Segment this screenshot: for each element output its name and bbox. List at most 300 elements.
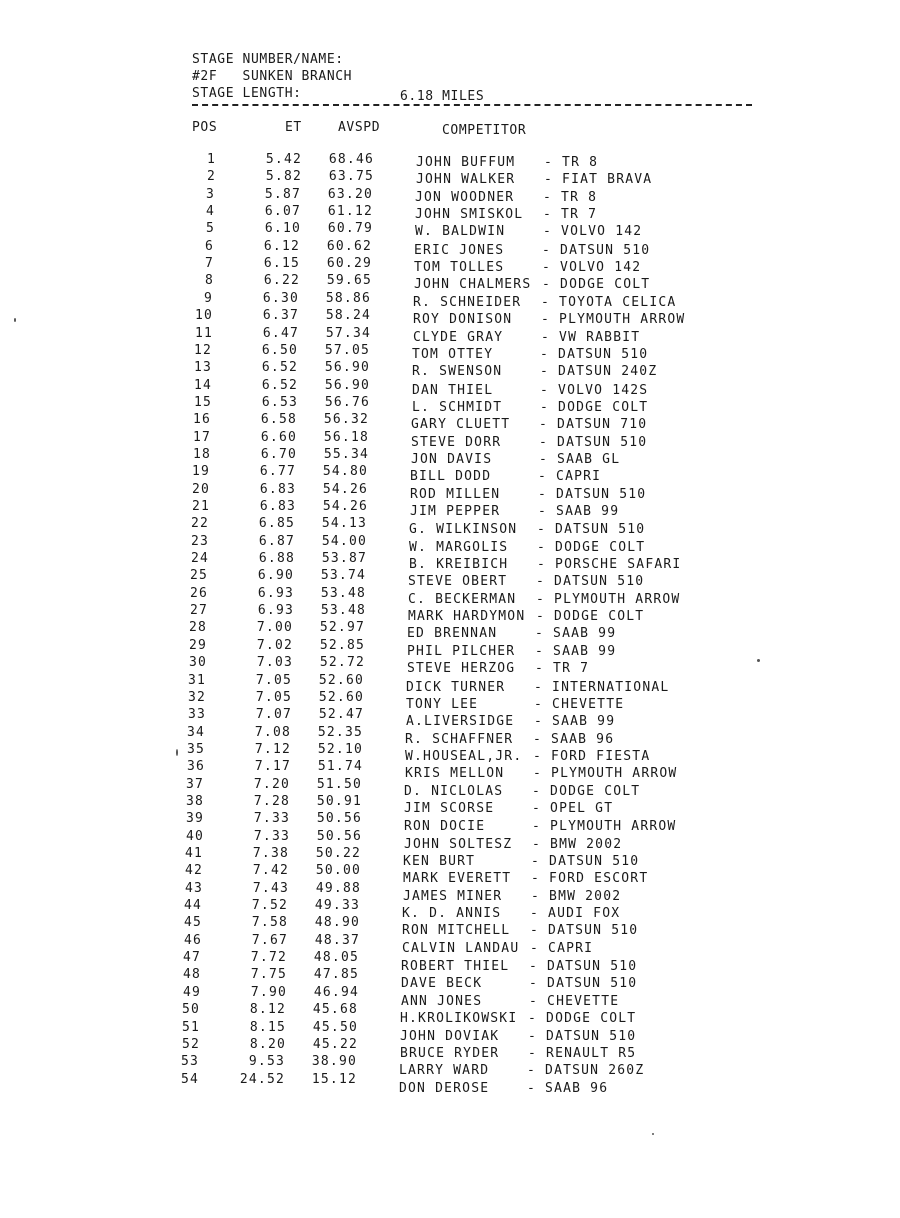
result-competitor: TOM OTTEY xyxy=(412,347,494,362)
result-row xyxy=(171,950,880,974)
result-car: - INTERNATIONAL xyxy=(534,680,670,695)
result-car: - DATSUN 510 xyxy=(530,923,639,938)
result-et: 8.12 xyxy=(249,1002,286,1017)
result-et: 6.85 xyxy=(258,516,295,531)
result-row xyxy=(180,464,880,484)
result-pos: 7 xyxy=(204,256,214,271)
result-row xyxy=(172,933,880,956)
col-header-pos: POS xyxy=(192,120,218,135)
result-avspd: 52.10 xyxy=(317,742,363,757)
result-avspd: 55.34 xyxy=(323,447,369,462)
result-avspd: 46.94 xyxy=(313,985,359,1000)
result-car: - DODGE COLT xyxy=(536,609,645,624)
result-competitor: DAN THIEL xyxy=(412,383,494,398)
result-row xyxy=(182,395,880,415)
result-competitor: PHIL PILCHER xyxy=(407,644,516,659)
result-car: - DATSUN 510 xyxy=(542,243,651,258)
result-row xyxy=(171,985,880,1009)
scan-speck xyxy=(176,749,178,756)
result-et: 6.50 xyxy=(261,343,298,358)
result-row xyxy=(173,881,880,904)
result-et: 7.75 xyxy=(250,967,287,982)
result-competitor: KRIS MELLON xyxy=(405,766,505,781)
result-avspd: 54.80 xyxy=(322,464,368,479)
result-pos: 35 xyxy=(186,742,205,757)
result-car: - FIAT BRAVA xyxy=(544,172,653,187)
result-pos: 49 xyxy=(182,985,201,1000)
result-row xyxy=(176,690,880,712)
result-competitor: JOHN DOVIAK xyxy=(400,1029,500,1044)
result-pos: 25 xyxy=(189,568,208,583)
result-row xyxy=(172,915,880,938)
result-competitor: ROY DONISON xyxy=(413,312,513,327)
result-et: 7.90 xyxy=(250,985,287,1000)
result-row xyxy=(169,1072,880,1096)
result-row xyxy=(184,239,880,256)
result-avspd: 48.37 xyxy=(314,933,360,948)
result-row xyxy=(185,221,880,238)
result-car: - DODGE COLT xyxy=(540,400,649,415)
result-car: - SAAB 99 xyxy=(538,504,620,519)
result-et: 6.60 xyxy=(260,430,297,445)
result-pos: 5 xyxy=(205,221,215,236)
result-et: 6.93 xyxy=(257,586,294,601)
result-et: 6.83 xyxy=(259,482,296,497)
result-row xyxy=(172,898,880,921)
stage-name: #2F SUNKEN BRANCH xyxy=(192,69,353,84)
result-pos: 18 xyxy=(192,447,211,462)
result-pos: 24 xyxy=(190,551,209,566)
result-car: - DATSUN 510 xyxy=(537,522,646,537)
result-et: 6.52 xyxy=(261,378,298,393)
result-competitor: ROD MILLEN xyxy=(410,487,501,502)
result-avspd: 48.90 xyxy=(314,915,360,930)
result-car: - DATSUN 260Z xyxy=(527,1063,645,1078)
result-car: - CHEVETTE xyxy=(534,697,625,712)
result-pos: 20 xyxy=(191,482,210,497)
result-car: - PORSCHE SAFARI xyxy=(537,557,682,572)
result-row xyxy=(177,638,880,659)
result-avspd: 56.18 xyxy=(323,430,369,445)
result-avspd: 50.56 xyxy=(316,829,362,844)
result-competitor: L. SCHMIDT xyxy=(412,400,503,415)
result-row xyxy=(180,482,880,502)
result-row xyxy=(174,777,880,799)
result-car: - VOLVO 142 xyxy=(542,260,642,275)
result-avspd: 53.74 xyxy=(320,568,366,583)
result-avspd: 54.00 xyxy=(321,534,367,549)
result-row xyxy=(185,204,880,221)
result-avspd: 58.24 xyxy=(325,308,371,323)
result-avspd: 50.91 xyxy=(316,794,362,809)
result-pos: 23 xyxy=(190,534,209,549)
result-car: - SAAB 96 xyxy=(527,1081,609,1096)
result-row xyxy=(173,846,880,869)
result-avspd: 15.12 xyxy=(311,1072,357,1087)
result-avspd: 57.05 xyxy=(324,343,370,358)
result-row xyxy=(186,152,880,169)
result-competitor: D. NICLOLAS xyxy=(404,784,504,799)
result-et: 7.20 xyxy=(253,777,290,792)
result-car: - DATSUN 510 xyxy=(540,347,649,362)
result-avspd: 61.12 xyxy=(327,204,373,219)
result-car: - TR 7 xyxy=(535,661,590,676)
result-et: 6.90 xyxy=(257,568,294,583)
result-car: - DODGE COLT xyxy=(537,540,646,555)
result-car: - BMW 2002 xyxy=(532,837,623,852)
result-competitor: G. WILKINSON xyxy=(409,522,518,537)
result-pos: 6 xyxy=(204,239,214,254)
result-et: 6.70 xyxy=(260,447,297,462)
result-et: 6.87 xyxy=(258,534,295,549)
result-pos: 26 xyxy=(189,586,208,601)
result-avspd: 52.72 xyxy=(319,655,365,670)
result-row xyxy=(183,326,880,343)
result-row xyxy=(179,551,880,572)
result-competitor: JOHN SMISKOL xyxy=(415,207,524,222)
result-car: - CAPRI xyxy=(530,941,594,956)
result-car: - DATSUN 710 xyxy=(539,417,648,432)
result-competitor: JON DAVIS xyxy=(411,452,493,467)
result-avspd: 58.86 xyxy=(325,291,371,306)
result-row xyxy=(179,534,880,555)
result-car: - SAAB 99 xyxy=(535,644,617,659)
result-row xyxy=(182,343,880,360)
result-et: 5.82 xyxy=(265,169,302,184)
result-row xyxy=(175,742,880,764)
result-et: 7.38 xyxy=(252,846,289,861)
result-car: - RENAULT R5 xyxy=(528,1046,637,1061)
result-pos: 52 xyxy=(181,1037,200,1052)
result-et: 6.52 xyxy=(261,360,298,375)
result-competitor: JOHN BUFFUM xyxy=(416,155,516,170)
result-car: - DATSUN 510 xyxy=(538,487,647,502)
result-car: - DATSUN 510 xyxy=(528,1029,637,1044)
result-car: - DATSUN 510 xyxy=(539,435,648,450)
result-car: - CHEVETTE xyxy=(529,994,620,1009)
result-et: 6.10 xyxy=(264,221,301,236)
result-pos: 30 xyxy=(188,655,207,670)
result-row xyxy=(186,169,880,186)
result-competitor: B. KREIBICH xyxy=(409,557,509,572)
result-pos: 40 xyxy=(185,829,204,844)
result-competitor: H.KROLIKOWSKI xyxy=(400,1011,518,1026)
result-competitor: STEVE DORR xyxy=(411,435,502,450)
result-avspd: 56.90 xyxy=(324,360,370,375)
result-car: - DODGE COLT xyxy=(528,1011,637,1026)
result-avspd: 60.29 xyxy=(326,256,372,271)
result-car: - VW RABBIT xyxy=(541,330,641,345)
result-competitor: JIM SCORSE xyxy=(404,801,495,816)
result-pos: 11 xyxy=(194,326,213,341)
result-avspd: 38.90 xyxy=(311,1054,357,1069)
result-car: - PLYMOUTH ARROW xyxy=(532,819,677,834)
result-row xyxy=(173,863,880,886)
result-competitor: C. BECKERMAN xyxy=(408,592,517,607)
result-et: 7.72 xyxy=(250,950,287,965)
result-et: 5.87 xyxy=(264,187,301,202)
result-car: - DODGE COLT xyxy=(532,784,641,799)
result-pos: 4 xyxy=(205,204,215,219)
result-et: 7.12 xyxy=(254,742,291,757)
result-car: - TOYOTA CELICA xyxy=(541,295,677,310)
result-avspd: 60.79 xyxy=(327,221,373,236)
result-row xyxy=(174,811,880,834)
result-competitor: JOHN WALKER xyxy=(416,172,516,187)
result-car: - AUDI FOX xyxy=(530,906,621,921)
result-row xyxy=(177,655,880,676)
result-row xyxy=(182,378,880,398)
result-et: 6.93 xyxy=(257,603,294,618)
result-et: 7.05 xyxy=(255,673,292,688)
result-pos: 27 xyxy=(189,603,208,618)
result-car: - DATSUN 510 xyxy=(536,574,645,589)
result-pos: 39 xyxy=(185,811,204,826)
result-et: 6.77 xyxy=(259,464,296,479)
result-pos: 10 xyxy=(194,308,213,323)
result-row xyxy=(174,794,880,816)
result-avspd: 52.60 xyxy=(318,673,364,688)
result-row xyxy=(175,759,880,781)
result-pos: 19 xyxy=(191,464,210,479)
result-row xyxy=(181,447,880,467)
result-et: 7.00 xyxy=(256,620,293,635)
result-car: - DATSUN 240Z xyxy=(540,364,658,379)
result-et: 9.53 xyxy=(248,1054,285,1069)
result-pos: 41 xyxy=(184,846,203,861)
result-avspd: 47.85 xyxy=(313,967,359,982)
result-row xyxy=(169,1054,880,1078)
result-pos: 43 xyxy=(184,881,203,896)
result-row xyxy=(177,620,880,641)
result-et: 7.02 xyxy=(256,638,293,653)
result-pos: 28 xyxy=(188,620,207,635)
result-pos: 54 xyxy=(180,1072,199,1087)
result-et: 5.42 xyxy=(265,152,302,167)
result-competitor: A.LIVERSIDGE xyxy=(406,714,515,729)
result-row xyxy=(180,499,880,519)
result-avspd: 50.00 xyxy=(315,863,361,878)
result-avspd: 59.65 xyxy=(326,273,372,288)
result-pos: 37 xyxy=(185,777,204,792)
result-competitor: W. MARGOLIS xyxy=(409,540,509,555)
result-et: 6.37 xyxy=(262,308,299,323)
result-car: - DODGE COLT xyxy=(542,277,651,292)
result-row xyxy=(170,1020,880,1044)
result-row xyxy=(181,412,880,432)
result-pos: 22 xyxy=(190,516,209,531)
result-avspd: 52.97 xyxy=(319,620,365,635)
result-pos: 53 xyxy=(180,1054,199,1069)
stage-number-label: STAGE NUMBER/NAME: xyxy=(192,52,344,67)
scan-speck xyxy=(757,659,760,662)
result-row xyxy=(178,568,880,589)
result-car: - DATSUN 510 xyxy=(531,854,640,869)
result-et: 6.12 xyxy=(263,239,300,254)
result-car: - DATSUN 510 xyxy=(529,959,638,974)
result-row xyxy=(179,516,880,537)
col-header-competitor: COMPETITOR xyxy=(442,123,527,138)
result-car: - TR 8 xyxy=(544,155,599,170)
result-row xyxy=(184,273,880,290)
result-row xyxy=(176,707,880,729)
result-competitor: JIM PEPPER xyxy=(410,504,501,519)
result-avspd: 56.32 xyxy=(323,412,369,427)
result-competitor: STEVE HERZOG xyxy=(407,661,516,676)
result-competitor: RON DOCIE xyxy=(404,819,486,834)
result-et: 6.07 xyxy=(264,204,301,219)
result-competitor: W. BALDWIN xyxy=(415,224,506,239)
result-competitor: R. SCHNEIDER xyxy=(413,295,522,310)
result-competitor: TOM TOLLES xyxy=(414,260,505,275)
col-header-et: ET xyxy=(285,120,302,135)
result-competitor: MARK HARDYMON xyxy=(408,609,526,624)
result-competitor: DON DEROSE xyxy=(399,1081,490,1096)
result-pos: 8 xyxy=(204,273,214,288)
result-row xyxy=(183,308,880,325)
result-pos: 32 xyxy=(187,690,206,705)
result-competitor: DAVE BECK xyxy=(401,976,483,991)
result-car: - SAAB GL xyxy=(539,452,621,467)
result-avspd: 51.74 xyxy=(317,759,363,774)
result-avspd: 50.22 xyxy=(315,846,361,861)
result-competitor: R. SWENSON xyxy=(412,364,503,379)
result-car: - SAAB 96 xyxy=(533,732,615,747)
result-et: 6.83 xyxy=(259,499,296,514)
result-row xyxy=(181,430,880,450)
result-avspd: 48.05 xyxy=(313,950,359,965)
result-et: 7.33 xyxy=(253,811,290,826)
result-et: 6.15 xyxy=(263,256,300,271)
result-avspd: 63.75 xyxy=(328,169,374,184)
result-avspd: 53.87 xyxy=(321,551,367,566)
result-row xyxy=(185,187,880,204)
header-divider xyxy=(192,104,752,106)
result-et: 7.33 xyxy=(253,829,290,844)
result-avspd: 54.26 xyxy=(322,482,368,497)
stage-length-value: 6.18 MILES xyxy=(400,89,485,104)
result-competitor: K. D. ANNIS xyxy=(402,906,502,921)
result-row xyxy=(184,256,880,273)
result-et: 7.07 xyxy=(255,707,292,722)
result-et: 6.22 xyxy=(263,273,300,288)
result-car: - OPEL GT xyxy=(532,801,614,816)
result-pos: 12 xyxy=(193,343,212,358)
result-avspd: 45.22 xyxy=(312,1037,358,1052)
result-competitor: KEN BURT xyxy=(403,854,476,869)
result-competitor: ERIC JONES xyxy=(414,243,505,258)
result-car: - PLYMOUTH ARROW xyxy=(533,766,678,781)
result-row xyxy=(178,603,880,624)
col-header-avspd: AVSPD xyxy=(338,120,381,135)
result-car: - VOLVO 142S xyxy=(540,383,649,398)
result-competitor: LARRY WARD xyxy=(399,1063,490,1078)
result-avspd: 56.90 xyxy=(324,378,370,393)
result-pos: 45 xyxy=(183,915,202,930)
result-et: 8.15 xyxy=(249,1020,286,1035)
result-avspd: 45.68 xyxy=(312,1002,358,1017)
result-pos: 46 xyxy=(183,933,202,948)
result-competitor: BRUCE RYDER xyxy=(400,1046,500,1061)
result-car: - SAAB 99 xyxy=(534,714,616,729)
result-car: - DATSUN 510 xyxy=(529,976,638,991)
result-car: - VOLVO 142 xyxy=(543,224,643,239)
result-et: 7.03 xyxy=(256,655,293,670)
result-pos: 38 xyxy=(185,794,204,809)
result-row xyxy=(170,1002,880,1026)
result-pos: 2 xyxy=(206,169,216,184)
result-pos: 3 xyxy=(205,187,215,202)
result-competitor: DICK TURNER xyxy=(406,680,506,695)
result-et: 7.08 xyxy=(254,725,291,740)
result-avspd: 49.88 xyxy=(315,881,361,896)
scan-speck xyxy=(652,1133,654,1135)
result-et: 7.52 xyxy=(251,898,288,913)
result-pos: 34 xyxy=(186,725,205,740)
result-car: - FORD ESCORT xyxy=(531,871,649,886)
stage-length-label: STAGE LENGTH: xyxy=(192,86,302,101)
result-avspd: 53.48 xyxy=(320,586,366,601)
result-avspd: 60.62 xyxy=(326,239,372,254)
result-car: - FORD FIESTA xyxy=(533,749,651,764)
result-row xyxy=(176,673,880,695)
result-pos: 29 xyxy=(188,638,207,653)
result-avspd: 52.47 xyxy=(318,707,364,722)
result-competitor: JOHN CHALMERS xyxy=(414,277,532,292)
result-avspd: 54.13 xyxy=(321,516,367,531)
result-pos: 48 xyxy=(182,967,201,982)
result-avspd: 52.85 xyxy=(319,638,365,653)
result-car: - BMW 2002 xyxy=(531,889,622,904)
result-competitor: JAMES MINER xyxy=(403,889,503,904)
result-competitor: BILL DODD xyxy=(410,469,492,484)
result-et: 7.43 xyxy=(252,881,289,896)
result-avspd: 68.46 xyxy=(328,152,374,167)
result-pos: 21 xyxy=(191,499,210,514)
result-car: - TR 7 xyxy=(543,207,598,222)
result-pos: 47 xyxy=(182,950,201,965)
result-row xyxy=(170,1037,880,1061)
result-competitor: GARY CLUETT xyxy=(411,417,511,432)
result-et: 7.42 xyxy=(252,863,289,878)
result-pos: 1 xyxy=(206,152,216,167)
result-competitor: JOHN SOLTESZ xyxy=(404,837,513,852)
result-pos: 51 xyxy=(181,1020,200,1035)
result-pos: 14 xyxy=(193,378,212,393)
result-competitor: RON MITCHELL xyxy=(402,923,511,938)
result-competitor: CALVIN LANDAU xyxy=(402,941,520,956)
result-competitor: ANN JONES xyxy=(401,994,483,1009)
result-car: - CAPRI xyxy=(538,469,602,484)
result-avspd: 51.50 xyxy=(316,777,362,792)
result-pos: 13 xyxy=(193,360,212,375)
result-pos: 16 xyxy=(192,412,211,427)
result-avspd: 63.20 xyxy=(327,187,373,202)
result-pos: 15 xyxy=(193,395,212,410)
result-et: 7.67 xyxy=(251,933,288,948)
result-et: 7.05 xyxy=(255,690,292,705)
result-car: - SAAB 99 xyxy=(535,626,617,641)
result-pos: 31 xyxy=(187,673,206,688)
result-pos: 17 xyxy=(192,430,211,445)
result-avspd: 56.76 xyxy=(324,395,370,410)
result-car: - PLYMOUTH ARROW xyxy=(536,592,681,607)
result-competitor: TONY LEE xyxy=(406,697,479,712)
result-competitor: STEVE OBERT xyxy=(408,574,508,589)
result-pos: 36 xyxy=(186,759,205,774)
result-car: - TR 8 xyxy=(543,190,598,205)
result-pos: 50 xyxy=(181,1002,200,1017)
